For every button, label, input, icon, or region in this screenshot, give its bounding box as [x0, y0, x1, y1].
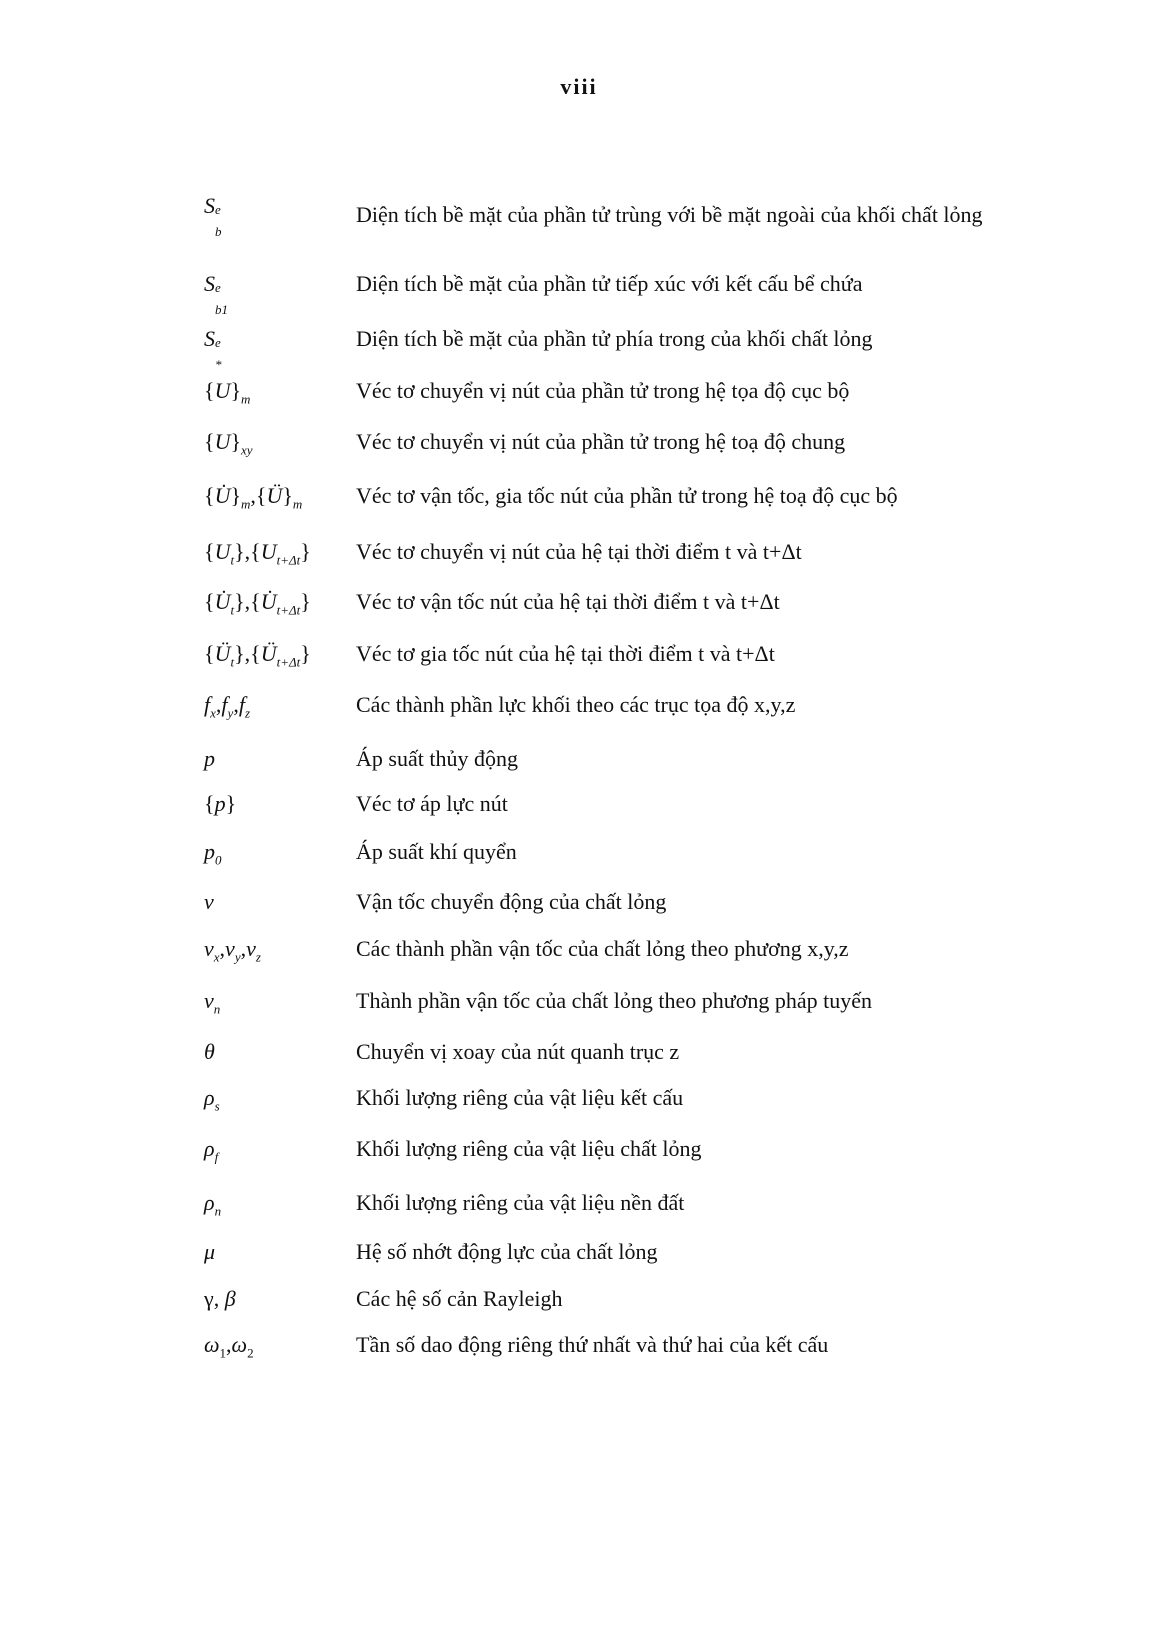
- symbol-row: [0, 745, 1158, 771]
- symbol-row: [0, 538, 1158, 568]
- symbol: $\rho_f$: [204, 1135, 219, 1165]
- symbol-row: [0, 428, 1158, 458]
- symbol-row: [0, 377, 1158, 407]
- symbol-description: Véc tơ vận tốc, gia tốc nút của phần tử trong hệ toạ độ cục bộ: [356, 482, 898, 508]
- symbol-row: [0, 935, 1158, 965]
- symbol-description: Véc tơ chuyển vị nút của hệ tại thời điểm t và t+Δt: [356, 538, 802, 564]
- symbol-row: [0, 888, 1158, 914]
- symbol: $f_x,f_y,f_z$: [204, 691, 250, 721]
- symbol: $\omega_1,\omega_2$: [204, 1331, 254, 1361]
- symbol: S e b: [204, 192, 222, 239]
- symbol-row: [0, 1238, 1158, 1264]
- symbol-row: [0, 987, 1158, 1017]
- symbol: μ: [204, 1238, 216, 1264]
- symbol-description: Các thành phần vận tốc của chất lỏng theo phương x,y,z: [356, 935, 849, 961]
- symbol-description: Hệ số nhớt động lực của chất lỏng: [356, 1238, 658, 1264]
- symbol: $\rho_s$: [204, 1084, 220, 1114]
- symbol-row: [0, 482, 1158, 512]
- symbol-row: [0, 838, 1158, 868]
- symbol-description: Chuyển vị xoay của nút quanh trục z: [356, 1038, 680, 1064]
- symbol-row: [0, 1331, 1158, 1361]
- symbol-description: Véc tơ vận tốc nút của hệ tại thời điểm t và t+Δt: [356, 588, 780, 614]
- symbol-description: Áp suất khí quyển: [356, 838, 517, 864]
- symbol-description: Thành phần vận tốc của chất lỏng theo phương pháp tuyến: [356, 987, 872, 1013]
- symbol-description: Diện tích bề mặt của phần tử phía trong của khối chất lỏng: [356, 325, 873, 351]
- symbol-row: [0, 1038, 1158, 1064]
- symbol: p: [204, 745, 215, 771]
- symbol: θ: [204, 1038, 215, 1064]
- symbol: $\{U̇_t\},\{U̇_{t+\Delta t}\}$: [204, 588, 311, 618]
- symbol: $p_0$: [204, 838, 222, 868]
- symbol-row: [0, 192, 1158, 239]
- symbol-description: Khối lượng riêng của vật liệu kết cấu: [356, 1084, 684, 1110]
- symbol-description: Vận tốc chuyển động của chất lỏng: [356, 888, 667, 914]
- symbol-row: [0, 640, 1158, 670]
- symbol-row: [0, 1135, 1158, 1165]
- symbol-description: Véc tơ chuyển vị nút của phần tử trong hệ tọa độ cục bộ: [356, 377, 850, 403]
- symbol: $v_x,v_y,v_z$: [204, 935, 261, 965]
- symbol: $\{U\}_{xy}$: [204, 428, 253, 458]
- symbol-description: Các hệ số cản Rayleigh: [356, 1285, 563, 1311]
- symbol: $v_n$: [204, 987, 221, 1017]
- symbol-description: Các thành phần lực khối theo các trục tọa độ x,y,z: [356, 691, 796, 717]
- symbol: $\{U_t\},\{U_{t+\Delta t}\}$: [204, 538, 311, 568]
- symbol: $\rho_n$: [204, 1189, 222, 1219]
- symbol-description: Diện tích bề mặt của phần tử trùng với bề mặt ngoài của khối chất lỏng: [356, 202, 983, 228]
- symbol-description: Véc tơ gia tốc nút của hệ tại thời điểm t và t+Δt: [356, 640, 775, 666]
- symbol-row: [0, 1084, 1158, 1114]
- symbol: $\{Ü_t\},\{Ü_{t+\Delta t}\}$: [204, 640, 311, 670]
- symbol-description: Diện tích bề mặt của phần tử tiếp xúc với kết cấu bể chứa: [356, 270, 863, 296]
- symbol: S e *: [204, 325, 222, 372]
- symbol-description: Véc tơ chuyển vị nút của phần tử trong hệ toạ độ chung: [356, 428, 846, 454]
- symbol-description: Khối lượng riêng của vật liệu nền đất: [356, 1189, 685, 1215]
- symbol-description: Véc tơ áp lực nút: [356, 790, 508, 816]
- symbol-description: Khối lượng riêng của vật liệu chất lỏng: [356, 1135, 702, 1161]
- symbol: $\{U\}_m$: [204, 377, 251, 407]
- symbol-row: [0, 790, 1158, 816]
- symbol: $\{U̇\}_m,\{Ü\}_m$: [204, 482, 303, 512]
- page-number: viii: [560, 74, 598, 99]
- symbol-description: Áp suất thủy động: [356, 745, 518, 771]
- symbol-row: [0, 270, 1158, 317]
- symbol-row: [0, 1189, 1158, 1219]
- symbol: S e b1: [204, 270, 228, 317]
- symbol-row: [0, 691, 1158, 721]
- symbol: {p}: [204, 790, 237, 816]
- symbol-row: [0, 1285, 1158, 1311]
- symbol: γ, β: [204, 1285, 236, 1311]
- symbol: v: [204, 888, 214, 914]
- symbol-row: [0, 588, 1158, 618]
- symbol-description: Tần số dao động riêng thứ nhất và thứ hai của kết cấu: [356, 1331, 829, 1357]
- symbol-row: [0, 325, 1158, 372]
